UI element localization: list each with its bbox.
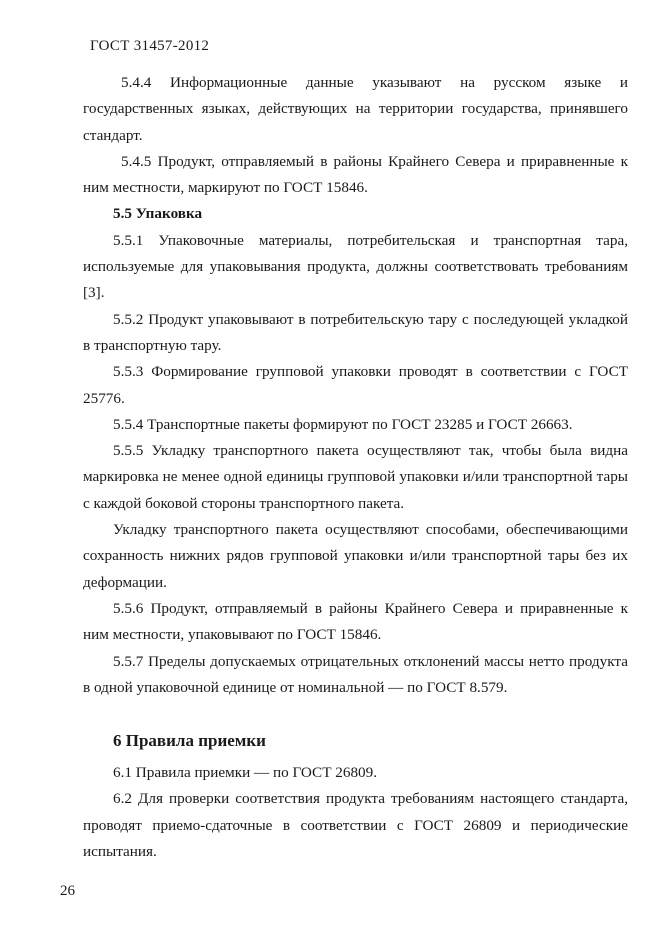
paragraph-6-1: 6.1 Правила приемки — по ГОСТ 26809.: [113, 764, 378, 782]
page-body: [83, 70, 628, 865]
paragraph-5-5-7: 5.5.7 Пределы допускаемых отрицательных отклонений массы нетто продукта в одной упаковочной единице от номинальной — по ГОСТ 8.579.: [83, 652, 628, 696]
paragraph-5-5-1: 5.5.1 Упаковочные материалы, потребительская и транспортная тара, используемые для упаковывания продукта, должны соответствовать требованиям [3].: [83, 231, 628, 302]
paragraph-5-5-5-continued: Укладку транспортного пакета осуществляют способами, обеспечивающими сохранность нижних рядов групповой упаковки и/или транспортной тары без их деформации.: [83, 521, 628, 591]
paragraph-5-5-4: 5.5.4 Транспортные пакеты формируют по ГОСТ 23285 и ГОСТ 26663.: [113, 415, 573, 433]
paragraph-5-4-5: 5.4.5 Продукт, отправляемый в районы Крайнего Севера и приравненные к ним местности, маркируют по ГОСТ 15846.: [83, 152, 628, 197]
paragraph-5-5-3: 5.5.3 Формирование групповой упаковки проводят в соответствии с ГОСТ 25776.: [83, 363, 628, 407]
section-heading-6: 6 Правила приемки: [113, 731, 266, 751]
paragraph-5-5-5: 5.5.5 Укладку транспортного пакета осуществляют так, чтобы была видна маркировка не менее одной единицы групповой упаковки и/или транспортной тары с каждой боковой стороны транспортного пакета.: [83, 442, 628, 512]
paragraph-5-4-4: 5.4.4 Информационные данные указывают на русском языке и государственных языках, действующих на территории государства, принявшего стандарт.: [83, 74, 628, 144]
paragraph-5-5-6: 5.5.6 Продукт, отправляемый в районы Крайнего Севера и приравненные к ним местности, упаковывают по ГОСТ 15846.: [83, 599, 628, 644]
subsection-heading-5-5: 5.5 Упаковка: [113, 205, 203, 223]
document-header: ГОСТ 31457-2012: [90, 38, 210, 54]
paragraph-5-5-2: 5.5.2 Продукт упаковывают в потребительскую тару с последующей укладкой в транспортную тару.: [83, 310, 628, 354]
page-number: 26: [60, 883, 75, 899]
paragraph-6-2: 6.2 Для проверки соответствия продукта требованиям настоящего стандарта, проводят приемо-сдаточные в соответствии с ГОСТ 26809 и периодические испытания.: [83, 790, 628, 861]
